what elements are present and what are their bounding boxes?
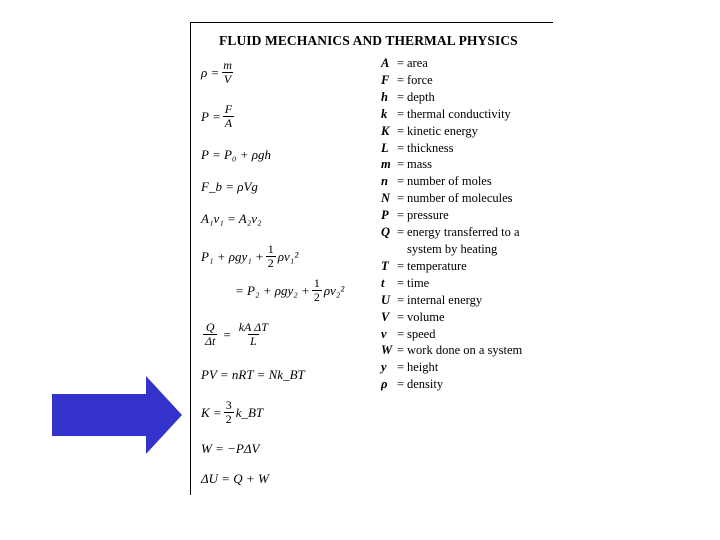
legend-symbol: F (381, 72, 390, 87)
fraction-numerator: m (223, 58, 232, 72)
equation-ideal-gas (201, 367, 305, 383)
legend-description: number of molecules (407, 191, 513, 206)
legend-description: depth (407, 89, 435, 104)
equation-conduction (201, 321, 272, 348)
legend-row (381, 342, 522, 359)
eq-text: PV = nRT = Nk_BT (201, 367, 305, 382)
legend-symbol: ρ (381, 377, 388, 392)
legend-equals: = (397, 360, 405, 375)
legend-symbol: K (381, 123, 390, 138)
legend-row (381, 275, 522, 292)
legend-description: speed (407, 326, 436, 341)
eq-text: ΔU = Q + W (201, 471, 269, 486)
legend-equals: = (397, 123, 405, 138)
legend-description: time (407, 275, 430, 290)
fraction (266, 243, 276, 270)
fraction-denominator: A (224, 116, 233, 130)
legend-row (381, 376, 522, 393)
legend-description: mass (407, 157, 432, 172)
legend-description: temperature (407, 258, 467, 273)
legend-description: work done on a system (407, 343, 523, 358)
legend-row (381, 140, 522, 157)
fraction (203, 321, 217, 348)
legend-symbol: L (381, 140, 389, 155)
legend-equals: = (397, 225, 405, 240)
legend-symbol: y (381, 360, 387, 375)
fraction-denominator: Δt (205, 334, 216, 348)
legend-equals: = (397, 56, 405, 70)
legend-symbol: P (381, 208, 389, 223)
fraction-numerator: Q (205, 320, 215, 334)
eq-text: k_BT (235, 404, 264, 420)
legend-row (381, 359, 522, 376)
legend-symbol: n (381, 174, 388, 189)
fraction (224, 399, 234, 426)
legend-row (381, 224, 522, 241)
legend-equals: = (397, 326, 405, 341)
fraction-denominator: L (249, 334, 257, 348)
legend-description: thermal conductivity (407, 106, 511, 121)
equation-bernoulli-1 (201, 243, 298, 270)
legend-equals: = (397, 106, 405, 121)
legend-equals: = (397, 343, 405, 358)
legend-row (381, 55, 522, 72)
eq-text: P = P₀ + ρgh (201, 147, 271, 162)
fraction-denominator: V (223, 72, 232, 86)
fraction (221, 59, 234, 86)
legend-row (381, 190, 522, 207)
fraction-numerator: F (224, 102, 233, 116)
legend-symbol: T (381, 258, 389, 273)
legend-symbol: v (381, 326, 387, 341)
legend-description: area (407, 56, 428, 70)
legend-row (381, 106, 522, 123)
legend-row (381, 309, 522, 326)
legend-equals: = (397, 292, 405, 307)
eq-text: A₁v₁ = A₂v₂ (201, 211, 262, 226)
eq-text: ρv₁² (277, 248, 299, 264)
fraction-numerator: 1 (313, 276, 320, 290)
legend-row (381, 258, 522, 275)
eq-text: W = −PΔV (201, 441, 260, 456)
legend-row (381, 72, 522, 89)
eq-text: ρv₂² (323, 282, 345, 298)
eq-text: F_b = ρVg (201, 179, 258, 194)
legend-description: thickness (407, 140, 454, 155)
legend-row (381, 123, 522, 140)
legend-equals: = (397, 72, 405, 87)
fraction (223, 103, 234, 130)
legend-row (381, 156, 522, 173)
legend-row (381, 207, 522, 224)
legend-symbol: k (381, 106, 388, 121)
legend-row (381, 292, 522, 309)
equation-first-law (201, 471, 269, 487)
legend-equals: = (397, 89, 405, 104)
fraction-numerator: kA ΔT (238, 320, 268, 334)
legend-symbol: V (381, 309, 390, 324)
legend-description: force (407, 72, 433, 87)
equation-density (201, 59, 236, 86)
variable-legend (381, 55, 522, 393)
legend-equals: = (397, 258, 405, 273)
sheet-title: FLUID MECHANICS AND THERMAL PHYSICS (219, 33, 518, 48)
legend-row (381, 241, 522, 258)
legend-description: system by heating (407, 241, 498, 256)
eq-text: = P₂ + ρgy₂ + (235, 282, 310, 298)
fraction (237, 321, 270, 348)
legend-symbol: U (381, 292, 391, 307)
legend-equals: = (397, 191, 405, 206)
equation-buoyancy (201, 179, 258, 195)
equation-work (201, 441, 259, 457)
eq-lhs: P = (201, 108, 221, 124)
equation-pressure (201, 103, 236, 130)
legend-symbol: W (381, 343, 393, 358)
equation-hydrostatic (201, 147, 271, 163)
legend-equals: = (397, 174, 405, 189)
fraction-denominator: 2 (225, 412, 232, 426)
eq-lhs: ρ = (201, 64, 220, 80)
formula-sheet (190, 22, 553, 495)
fraction-numerator: 1 (267, 242, 274, 256)
legend-description: volume (407, 309, 445, 324)
legend-equals: = (397, 377, 405, 392)
legend-description: kinetic energy (407, 123, 478, 138)
legend-description: energy transferred to a (407, 225, 520, 240)
legend-description: height (407, 360, 439, 375)
legend-description: internal energy (407, 292, 483, 307)
equation-continuity (201, 211, 262, 227)
legend-row (381, 173, 522, 190)
equation-bernoulli-2 (235, 277, 344, 304)
legend-equals: = (397, 309, 405, 324)
legend-row (381, 326, 522, 343)
eq-lhs: K = (201, 404, 222, 420)
equation-kinetic-energy (201, 399, 263, 426)
legend-equals: = (397, 275, 405, 290)
legend-symbol: t (381, 275, 385, 290)
fraction-denominator: 2 (267, 256, 274, 270)
legend-description: pressure (407, 208, 449, 223)
eq-text: P₁ + ρgy₁ + (201, 248, 264, 264)
equals-sign: = (223, 326, 231, 342)
legend-symbol: A (381, 56, 390, 70)
legend-description: number of moles (407, 174, 492, 189)
legend-symbol: m (381, 157, 391, 172)
legend-row (381, 89, 522, 106)
legend-equals: = (397, 157, 405, 172)
right-arrow-icon (52, 376, 182, 454)
legend-equals: = (397, 208, 405, 223)
fraction (312, 277, 322, 304)
legend-symbol: N (381, 191, 391, 206)
legend-description: density (407, 377, 444, 392)
fraction-denominator: 2 (313, 290, 320, 304)
legend-symbol: Q (381, 225, 391, 240)
legend-symbol: h (381, 89, 388, 104)
legend-equals: = (397, 140, 405, 155)
fraction-numerator: 3 (225, 398, 232, 412)
